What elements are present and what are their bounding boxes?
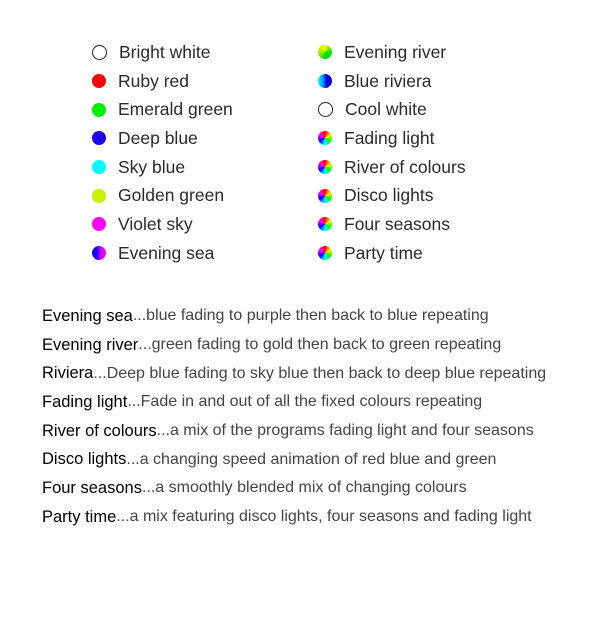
legend-item-cool-white bbox=[318, 95, 466, 124]
legend-item-sky-blue bbox=[92, 153, 233, 182]
description-row bbox=[42, 388, 546, 417]
legend-label: River of colours bbox=[344, 156, 466, 177]
yellow-green-circle-icon bbox=[92, 189, 106, 203]
legend-label: Violet sky bbox=[118, 213, 193, 234]
legend-item-party-time bbox=[318, 239, 466, 268]
legend-item-ruby-red bbox=[92, 67, 233, 96]
program-descriptions bbox=[42, 302, 546, 532]
description-text: ...a changing speed animation of red blue and green bbox=[126, 450, 497, 468]
legend-label: Party time bbox=[344, 242, 423, 263]
blue-circle-icon bbox=[92, 131, 106, 145]
green-circle-icon bbox=[92, 103, 106, 117]
legend-item-deep-blue bbox=[92, 124, 233, 153]
multicolour-circle-icon bbox=[318, 189, 332, 203]
multicolour-circle-icon bbox=[318, 131, 332, 145]
legend-item-golden-green bbox=[92, 181, 233, 210]
legend-label: Blue riviera bbox=[344, 70, 432, 91]
magenta-circle-icon bbox=[92, 217, 106, 231]
legend-label: Four seasons bbox=[344, 213, 451, 234]
description-row bbox=[42, 331, 546, 360]
description-row bbox=[42, 359, 546, 388]
cyan-circle-icon bbox=[92, 160, 106, 174]
legend-item-disco-lights bbox=[318, 181, 466, 210]
legend-label: Ruby red bbox=[118, 70, 190, 91]
red-circle-icon bbox=[92, 74, 106, 88]
description-text: ...a mix of the programs fading light and four seasons bbox=[156, 422, 534, 440]
legend-column-left bbox=[92, 38, 233, 268]
legend-label: Golden green bbox=[118, 185, 225, 206]
legend-label: Deep blue bbox=[118, 127, 198, 148]
multicolour-circle-icon bbox=[318, 217, 332, 231]
legend-item-evening-sea bbox=[92, 239, 233, 268]
green-gold-circle-icon bbox=[318, 45, 332, 59]
description-text: ...blue fading to purple then back to blue repeating bbox=[132, 307, 489, 325]
legend-label: Bright white bbox=[119, 41, 211, 62]
legend-item-bright-white bbox=[92, 38, 233, 67]
description-text: ...a mix featuring disco lights, four seasons and fading light bbox=[116, 508, 532, 526]
description-text: ...a smoothly blended mix of changing colours bbox=[141, 479, 467, 497]
legend-label: Fading light bbox=[344, 127, 435, 148]
legend-label: Cool white bbox=[345, 99, 427, 120]
white-circle-icon bbox=[92, 45, 107, 60]
legend-item-violet-sky bbox=[92, 210, 233, 239]
description-row bbox=[42, 503, 546, 532]
legend-item-emerald-green bbox=[92, 95, 233, 124]
legend-label: Evening sea bbox=[118, 242, 215, 263]
description-term: River of colours bbox=[42, 421, 157, 440]
white-circle-icon bbox=[318, 102, 333, 117]
blue-sky-circle-icon bbox=[318, 74, 332, 88]
legend-label: Evening river bbox=[344, 41, 447, 62]
legend-label: Disco lights bbox=[344, 185, 434, 206]
legend-label: Emerald green bbox=[118, 99, 233, 120]
legend-column-right bbox=[318, 38, 466, 268]
description-term: Evening sea bbox=[42, 306, 133, 325]
description-term: Fading light bbox=[42, 392, 128, 411]
description-text: ...green fading to gold then back to green repeating bbox=[138, 336, 502, 354]
legend-item-blue-riviera bbox=[318, 67, 466, 96]
legend-item-river-of-colours bbox=[318, 153, 466, 182]
description-term: Disco lights bbox=[42, 450, 127, 469]
multicolour-circle-icon bbox=[318, 246, 332, 260]
legend-label: Sky blue bbox=[118, 156, 186, 177]
colour-legend bbox=[0, 38, 609, 278]
description-row bbox=[42, 474, 546, 503]
description-term: Evening river bbox=[42, 335, 139, 354]
description-term: Party time bbox=[42, 507, 117, 526]
description-row bbox=[42, 417, 546, 446]
description-text: ...Fade in and out of all the fixed colours repeating bbox=[127, 393, 483, 411]
blue-purple-circle-icon bbox=[92, 246, 106, 260]
legend-item-evening-river bbox=[318, 38, 466, 67]
description-term: Riviera bbox=[42, 364, 94, 383]
description-row bbox=[42, 302, 546, 331]
description-row bbox=[42, 445, 546, 474]
legend-item-four-seasons bbox=[318, 210, 466, 239]
description-text: ...Deep blue fading to sky blue then back to deep blue repeating bbox=[93, 364, 547, 382]
legend-item-fading-light bbox=[318, 124, 466, 153]
description-term: Four seasons bbox=[42, 478, 142, 497]
multicolour-circle-icon bbox=[318, 160, 332, 174]
